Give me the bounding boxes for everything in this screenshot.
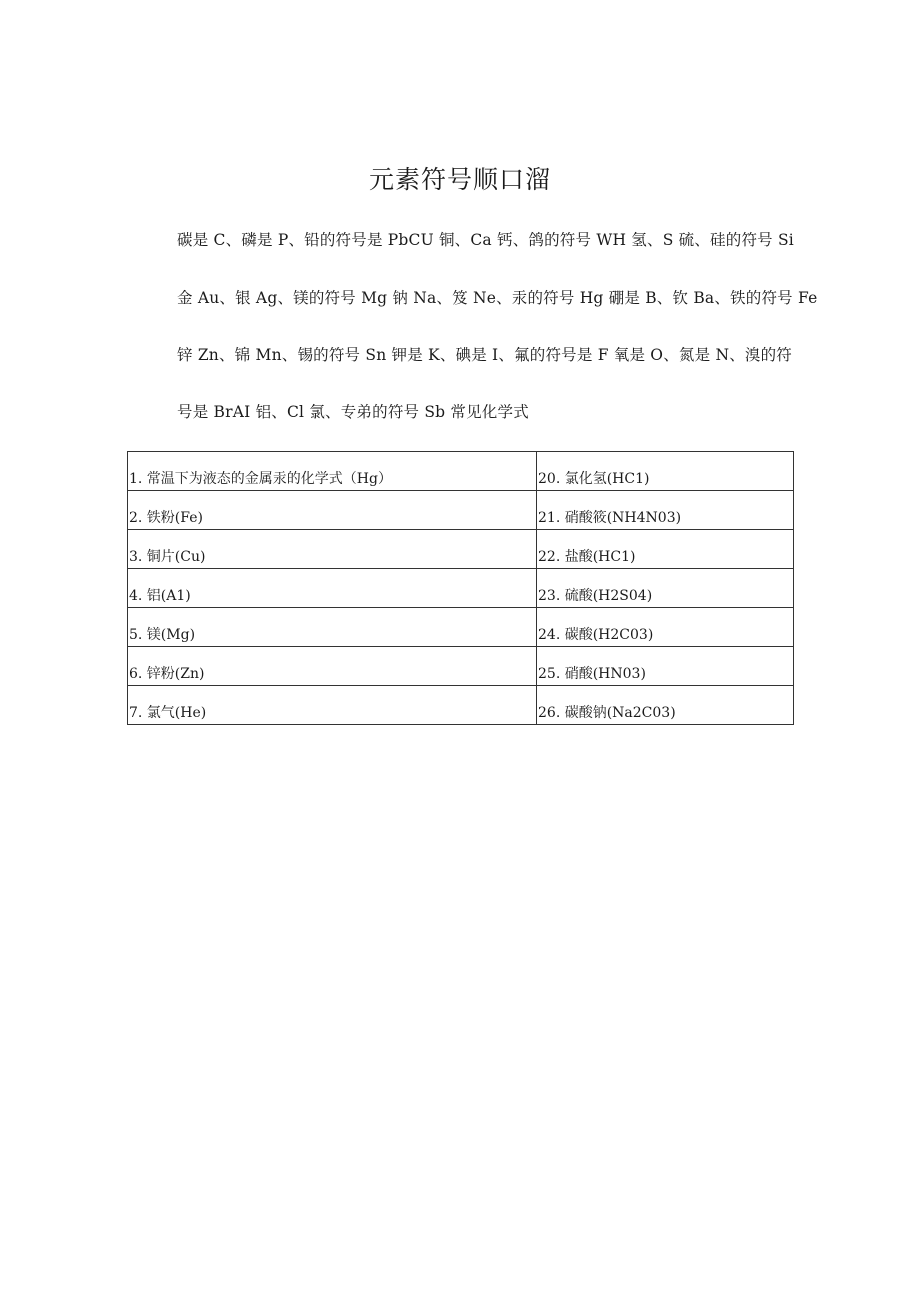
- chemical-formula-table: [127, 451, 794, 725]
- table-row: [128, 686, 794, 725]
- table-cell: 3. 铜片(Cu): [128, 530, 537, 569]
- table-cell: 25. 硝酸(HN03): [537, 647, 794, 686]
- table-cell: 1. 常温下为液态的金属汞的化学式（Hg）: [128, 452, 537, 491]
- table-row: [128, 569, 794, 608]
- table-cell: 7. 氯气(He): [128, 686, 537, 725]
- table-cell: 21. 硝酸筱(NH4N03): [537, 491, 794, 530]
- page-title: 元素符号顺口溜: [368, 165, 551, 194]
- verse-line: 碳是 C、磷是 P、铅的符号是 PbCU 铜、Ca 钙、鸽的符号 WH 氢、S 硫、硅的符号 Si: [177, 231, 794, 249]
- table-row: [128, 647, 794, 686]
- table-cell: 6. 锌粉(Zn): [128, 647, 537, 686]
- table-row: [128, 491, 794, 530]
- table-cell: 23. 硫酸(H2S04): [537, 569, 794, 608]
- verse-line: 锌 Zn、锦 Mn、锡的符号 Sn 钾是 K、碘是 I、氟的符号是 F 氧是 O、氮是 N、溴的符: [177, 346, 793, 364]
- table-row: [128, 608, 794, 647]
- verse-line: 号是 BrAI 铝、Cl 氯、专弟的符号 Sb 常见化学式: [177, 403, 529, 421]
- table-cell: 26. 碳酸钠(Na2C03): [537, 686, 794, 725]
- table-row: [128, 452, 794, 491]
- verse-line: 金 Au、银 Ag、镁的符号 Mg 钠 Na、笈 Ne、汞的符号 Hg 硼是 B、钦 Ba、铁的符号 Fe: [177, 289, 818, 307]
- table-cell: 4. 铝(A1): [128, 569, 537, 608]
- table-row: [128, 530, 794, 569]
- table-cell: 2. 铁粉(Fe): [128, 491, 537, 530]
- table-cell: 24. 碳酸(H2C03): [537, 608, 794, 647]
- table-cell: 5. 镁(Mg): [128, 608, 537, 647]
- table-cell: 22. 盐酸(HC1): [537, 530, 794, 569]
- table-cell: 20. 氯化氢(HC1): [537, 452, 794, 491]
